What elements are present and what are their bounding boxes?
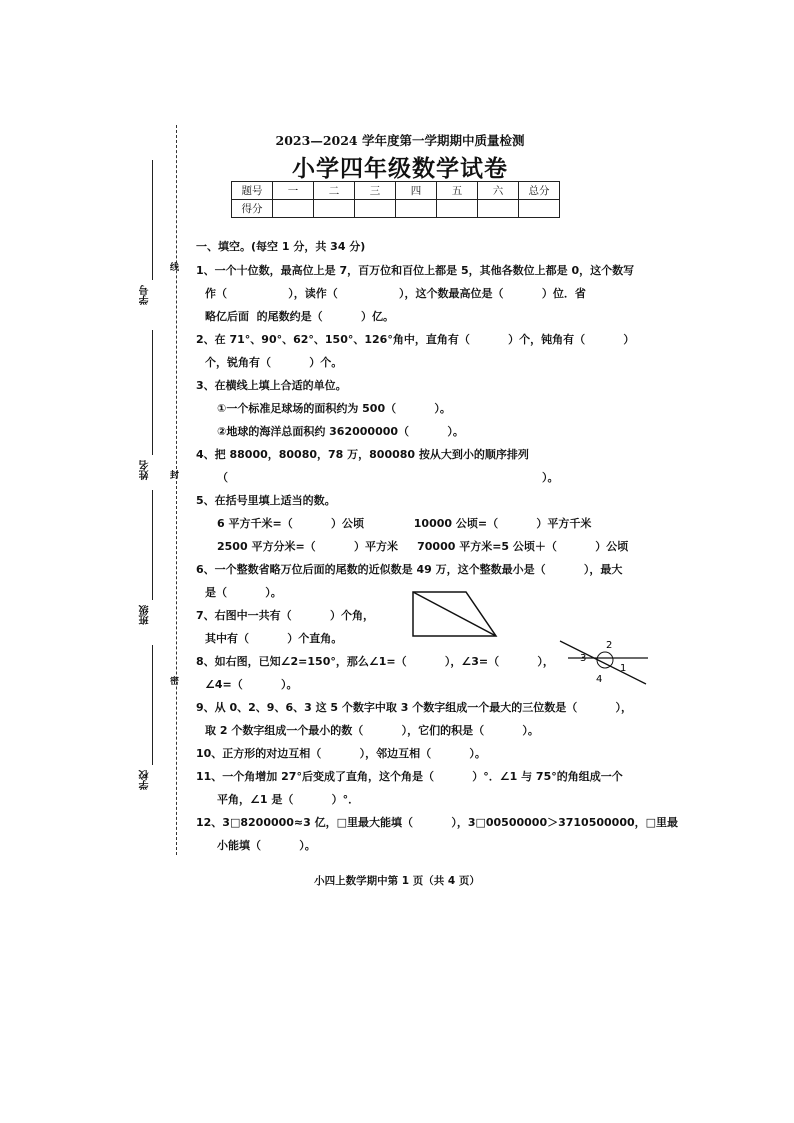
question-line: 作（ ），读作（ ），这个数最高位是（ ）位．省 xyxy=(205,287,586,300)
angle-label-2: 2 xyxy=(606,640,613,651)
score-cell[interactable] xyxy=(396,200,437,218)
question-line: ∠4=（ ）。 xyxy=(205,678,298,691)
question-line: 1、一个十位数，最高位上是 7，百万位和百位上都是 5，其他各数位上都是 0，这个数写 xyxy=(196,264,635,277)
question-line: 8、如右图，已知∠2=150°，那么∠1=（ ），∠3=（ ）， xyxy=(196,655,554,668)
question-line: （ ）。 xyxy=(217,471,559,484)
score-header-cell: 一 xyxy=(273,182,314,200)
score-header-cell: 二 xyxy=(314,182,355,200)
score-header-cell: 总分 xyxy=(519,182,560,200)
question-line: 2500 平方分米=（ ）平方米 70000 平方米=5 公顷＋（ ）公顷 xyxy=(217,540,629,553)
angle-label-3: 3 xyxy=(580,653,587,664)
question-line: 12、3□8200000≈3 亿，□里最大能填（ ），3□00500000＞3710500000，□里最 xyxy=(196,816,679,829)
score-cell[interactable] xyxy=(437,200,478,218)
score-table xyxy=(231,181,560,218)
question-line: ①一个标准足球场的面积约为 500（ ）。 xyxy=(217,402,451,415)
question-line: 略亿后面 的尾数约是（ ）亿。 xyxy=(205,310,394,323)
score-header-cell: 五 xyxy=(437,182,478,200)
question-line: 10、正方形的对边互相（ ），邻边互相（ ）。 xyxy=(196,747,486,760)
question-line: 5、在括号里填上适当的数。 xyxy=(196,494,336,507)
intersecting-lines-figure xyxy=(558,636,650,686)
score-cell[interactable] xyxy=(519,200,560,218)
question-line: 2、在 71°、90°、62°、150°、126°角中，直角有（ ）个，钝角有（ ） xyxy=(196,333,635,346)
exam-subtitle: 2023—2024 学年度第一学期期中质量检测 xyxy=(275,133,525,148)
score-header-cell: 四 xyxy=(396,182,437,200)
angle-label-1: 1 xyxy=(620,663,627,674)
question-line: 6、一个整数省略万位后面的尾数的近似数是 49 万，这个整数最小是（ ），最大 xyxy=(196,563,623,576)
question-line: 个，锐角有（ ）个。 xyxy=(205,356,343,369)
binding-dashed-line xyxy=(176,125,177,855)
angle-label-4: 4 xyxy=(596,674,603,685)
question-line: 取 2 个数字组成一个最小的数（ ），它们的积是（ ）。 xyxy=(205,724,539,737)
score-cell[interactable] xyxy=(273,200,314,218)
cut-mark-seal: 封 xyxy=(168,470,178,479)
question-line: 7、右图中一共有（ ）个角， xyxy=(196,609,374,622)
question-line: 9、从 0、2、9、6、3 这 5 个数字中取 3 个数字组成一个最大的三位数是（ ）， xyxy=(196,701,633,714)
score-table-score-row xyxy=(232,200,560,218)
slanted-line xyxy=(560,641,646,684)
score-table-header-row xyxy=(232,182,560,200)
question-line: 6 平方千米=（ ）公顷 10000 公顷=（ ）平方千米 xyxy=(217,517,592,530)
score-header-cell: 六 xyxy=(478,182,519,200)
cut-mark-secret: 密 xyxy=(168,676,178,685)
question-line: 其中有（ ）个直角。 xyxy=(205,632,343,645)
name-label: 姓名 xyxy=(140,460,151,480)
school-label: 学校 xyxy=(140,770,151,790)
section-title: 一、填空。(每空 1 分，共 34 分) xyxy=(196,240,366,253)
cut-mark-line: 线 xyxy=(168,262,178,271)
school-write-line xyxy=(152,645,153,765)
student-id-write-line xyxy=(152,160,153,280)
question-line: 小能填（ ）。 xyxy=(217,839,316,852)
question-line: 3、在横线上填上合适的单位。 xyxy=(196,379,347,392)
trapezoid-figure xyxy=(408,590,500,640)
class-label: 班级 xyxy=(140,605,151,625)
exam-title: 小学四年级数学试卷 xyxy=(292,155,508,182)
score-header-cell: 题号 xyxy=(232,182,273,200)
question-line: 4、把 88000，80080，78 万，800080 按从大到小的顺序排列 xyxy=(196,448,529,461)
score-cell[interactable] xyxy=(355,200,396,218)
score-cell[interactable] xyxy=(478,200,519,218)
score-header-cell: 三 xyxy=(355,182,396,200)
question-line: 11、一个角增加 27°后变成了直角，这个角是（ ）°．∠1 与 75°的角组成一个 xyxy=(196,770,623,783)
name-write-line xyxy=(152,330,153,455)
question-line: ②地球的海洋总面积约 362000000（ ）。 xyxy=(217,425,464,438)
trapezoid-diagonal xyxy=(413,592,496,636)
question-line: 平角，∠1 是（ ）°． xyxy=(217,793,360,806)
score-row-label: 得分 xyxy=(232,200,273,218)
class-write-line xyxy=(152,490,153,600)
student-id-label: 学号 xyxy=(140,285,151,305)
page-footer: 小四上数学期中第 1 页（共 4 页） xyxy=(314,875,480,887)
score-cell[interactable] xyxy=(314,200,355,218)
question-line: 是（ ）。 xyxy=(205,586,282,599)
